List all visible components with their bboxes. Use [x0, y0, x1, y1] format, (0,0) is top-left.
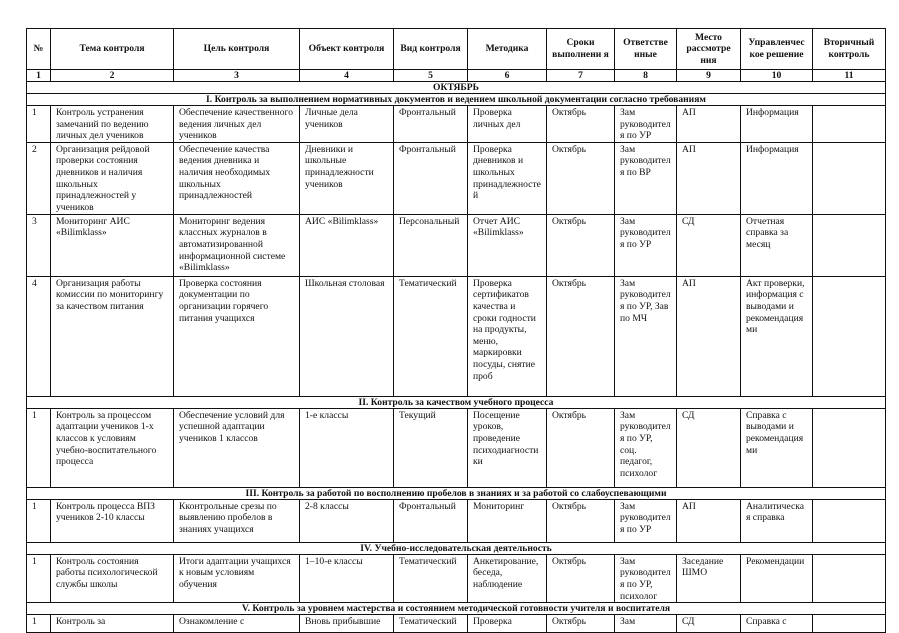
cell-goal: Обеспечение условий для успешной адаптации учеников 1 классов: [174, 408, 300, 487]
cell-goal: Проверка состояния документации по организации горячего питания учащихся: [174, 276, 300, 396]
cell-responsible: Зам руководителя по УР, психолог: [615, 554, 677, 602]
cell-type: Фронтальный: [394, 499, 468, 542]
cell-num: 1: [27, 106, 51, 143]
month-label: ОКТЯБРЬ: [27, 82, 886, 94]
section-header-row: [27, 487, 886, 499]
cell-decision: Рекомендации: [741, 554, 813, 602]
cell-goal: Итоги адаптации учащихся к новым условиям обучения: [174, 554, 300, 602]
cell-place: АП: [677, 276, 741, 396]
header-method: Методика: [468, 29, 547, 70]
section-title: V. Контроль за уровнем мастерства и состоянием методической готовности учителя и воспитателя: [27, 603, 886, 615]
section-title: III. Контроль за работой по восполнению пробелов в знаниях и за работой со слабоуспевающими: [27, 487, 886, 499]
cell-place: Заседание ШМО: [677, 554, 741, 602]
cell-topic: Организация рейдовой проверки состояния дневников и наличия школьных принадлежностей у учеников: [51, 142, 174, 214]
cell-num: 2: [27, 142, 51, 214]
cell-decision: Справка с выводами и рекомендациями: [741, 408, 813, 487]
cell-decision: Аналитическая справка: [741, 499, 813, 542]
cell-method: Анкетирование, беседа, наблюдение: [468, 554, 547, 602]
cell-num: 3: [27, 214, 51, 276]
table-row: [27, 214, 886, 276]
table-row: [27, 499, 886, 542]
cell-responsible: Зам: [615, 615, 677, 633]
cell-type: Тематический: [394, 615, 468, 633]
cell-topic: Контроль устранения замечаний по ведению личных дел учеников: [51, 106, 174, 143]
cell-topic: Контроль за: [51, 615, 174, 633]
column-number: 3: [174, 70, 300, 82]
cell-num: 1: [27, 499, 51, 542]
cell-term: Октябрь: [547, 276, 615, 396]
column-number: 10: [741, 70, 813, 82]
cell-object: Школьная столовая: [300, 276, 394, 396]
cell-type: Текущий: [394, 408, 468, 487]
cell-object: 1–10-е классы: [300, 554, 394, 602]
cell-type: Тематический: [394, 554, 468, 602]
cell-secondary: [813, 408, 886, 487]
cell-object: Дневники и школьные принадлежности учеников: [300, 142, 394, 214]
column-number: 6: [468, 70, 547, 82]
cell-num: 1: [27, 408, 51, 487]
header-number: №: [27, 29, 51, 70]
cell-type: Фронтальный: [394, 106, 468, 143]
cell-goal: Мониторинг ведения классных журналов в автоматизированной информационной системе «Bilimklass»: [174, 214, 300, 276]
cell-topic: Мониторинг АИС «Bilimklass»: [51, 214, 174, 276]
cell-place: АП: [677, 499, 741, 542]
month-row: [27, 82, 886, 94]
column-number: 4: [300, 70, 394, 82]
cell-method: Проверка сертификатов качества и сроки годности на продукты, меню, маркировки посуды, снятие проб: [468, 276, 547, 396]
cell-decision: Информация: [741, 106, 813, 143]
table-row: [27, 554, 886, 602]
cell-place: АП: [677, 106, 741, 143]
cell-method: Отчет АИС «Bilimklass»: [468, 214, 547, 276]
header-secondary: Вторичный контроль: [813, 29, 886, 70]
cell-secondary: [813, 276, 886, 396]
cell-place: АП: [677, 142, 741, 214]
header-term: Сроки выполнени я: [547, 29, 615, 70]
header-decision: Управленчес кое решение: [741, 29, 813, 70]
cell-topic: Контроль состояния работы психологической службы школы: [51, 554, 174, 602]
table-row: [27, 106, 886, 143]
header-responsible: Ответстве нные: [615, 29, 677, 70]
cell-object: Личные дела учеников: [300, 106, 394, 143]
cell-goal: Обеспечение качества ведения дневника и наличия необходимых школьных принадлежностей: [174, 142, 300, 214]
cell-object: АИС «Bilimklass»: [300, 214, 394, 276]
table-row: [27, 408, 886, 487]
column-number: 11: [813, 70, 886, 82]
cell-object: Вновь прибывшие: [300, 615, 394, 633]
cell-object: 2-8 классы: [300, 499, 394, 542]
column-number: 8: [615, 70, 677, 82]
cell-topic: Организация работы комиссии по мониторингу за качеством питания: [51, 276, 174, 396]
cell-term: Октябрь: [547, 615, 615, 633]
cell-term: Октябрь: [547, 554, 615, 602]
cell-secondary: [813, 499, 886, 542]
cell-object: 1-е классы: [300, 408, 394, 487]
cell-method: Проверка личных дел: [468, 106, 547, 143]
section-title: IV. Учебно-исследовательская деятельность: [27, 542, 886, 554]
cell-responsible: Зам руководителя по УР: [615, 499, 677, 542]
header-type: Вид контроля: [394, 29, 468, 70]
cell-method: Проверка дневников и школьных принадлежностей: [468, 142, 547, 214]
cell-num: 1: [27, 615, 51, 633]
cell-secondary: [813, 214, 886, 276]
control-plan-table: [26, 28, 886, 633]
table-row: [27, 615, 886, 633]
cell-term: Октябрь: [547, 408, 615, 487]
cell-place: СД: [677, 214, 741, 276]
cell-method: Проверка: [468, 615, 547, 633]
section-header-row: [27, 396, 886, 408]
cell-place: СД: [677, 615, 741, 633]
cell-type: Персональный: [394, 214, 468, 276]
cell-place: СД: [677, 408, 741, 487]
cell-type: Фронтальный: [394, 142, 468, 214]
header-row: [27, 29, 886, 70]
cell-secondary: [813, 106, 886, 143]
cell-type: Тематический: [394, 276, 468, 396]
cell-decision: Справка с: [741, 615, 813, 633]
cell-secondary: [813, 554, 886, 602]
section-title: I. Контроль за выполнением нормативных документов и ведением школьной документации согласно требованиям: [27, 94, 886, 106]
cell-topic: Контроль за процессом адаптации учеников 1-х классов к условиям учебно-воспитательного процесса: [51, 408, 174, 487]
cell-responsible: Зам руководителя по УР, соц. педагог, психолог: [615, 408, 677, 487]
column-number: 7: [547, 70, 615, 82]
cell-term: Октябрь: [547, 106, 615, 143]
cell-num: 4: [27, 276, 51, 396]
table-row: [27, 276, 886, 396]
cell-topic: Контроль процесса ВПЗ учеников 2-10 классы: [51, 499, 174, 542]
cell-decision: Отчетная справка за месяц: [741, 214, 813, 276]
cell-decision: Информация: [741, 142, 813, 214]
cell-goal: Обеспечение качественного ведения личных дел учеников: [174, 106, 300, 143]
cell-term: Октябрь: [547, 142, 615, 214]
column-number: 1: [27, 70, 51, 82]
header-goal: Цель контроля: [174, 29, 300, 70]
table-row: [27, 142, 886, 214]
column-number: 9: [677, 70, 741, 82]
cell-responsible: Зам руководителя по УР: [615, 214, 677, 276]
header-place: Место рассмотре ния: [677, 29, 741, 70]
column-number: 2: [51, 70, 174, 82]
section-header-row: [27, 94, 886, 106]
cell-method: Мониторинг: [468, 499, 547, 542]
cell-term: Октябрь: [547, 214, 615, 276]
cell-num: 1: [27, 554, 51, 602]
section-title: II. Контроль за качеством учебного процесса: [27, 396, 886, 408]
cell-secondary: [813, 615, 886, 633]
cell-responsible: Зам руководителя по ВР: [615, 142, 677, 214]
cell-goal: Ознакомление с: [174, 615, 300, 633]
header-topic: Тема контроля: [51, 29, 174, 70]
cell-responsible: Зам руководителя по УР, Зав по МЧ: [615, 276, 677, 396]
column-number: 5: [394, 70, 468, 82]
header-object: Объект контроля: [300, 29, 394, 70]
cell-secondary: [813, 142, 886, 214]
column-numbers-row: [27, 70, 886, 82]
cell-term: Октябрь: [547, 499, 615, 542]
cell-goal: Кконтрольные срезы по выявлению пробелов в знаниях учащихся: [174, 499, 300, 542]
cell-responsible: Зам руководителя по УР: [615, 106, 677, 143]
section-header-row: [27, 542, 886, 554]
cell-method: Посещение уроков, проведение психодиагностики: [468, 408, 547, 487]
cell-decision: Акт проверки, информация с выводами и рекомендациями: [741, 276, 813, 396]
